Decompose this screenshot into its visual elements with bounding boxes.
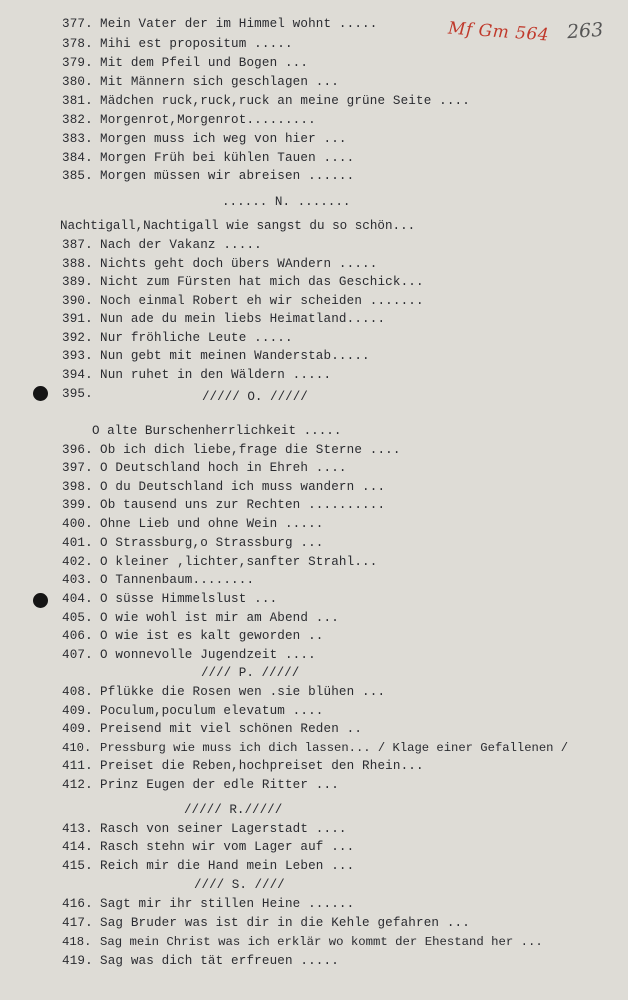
song-entry: 384. Morgen Früh bei kühlen Tauen .... xyxy=(62,151,355,165)
song-entry: 417. Sag Bruder was ist dir in die Kehle gefahren ... xyxy=(62,916,470,930)
song-entry: 415. Reich mir die Hand mein Leben ... xyxy=(62,859,355,873)
song-entry: 387. Nach der Vakanz ..... xyxy=(62,238,262,252)
song-entry: 405. O wie wohl ist mir am Abend ... xyxy=(62,611,339,625)
section-heading: //// P. ///// xyxy=(201,666,300,680)
song-entry: 419. Sag was dich tät erfreuen ..... xyxy=(62,954,339,968)
song-entry: 409. Poculum,poculum elevatum .... xyxy=(62,704,324,718)
song-entry: 394. Nun ruhet in den Wäldern ..... xyxy=(62,368,332,382)
punch-hole xyxy=(33,593,48,608)
song-entry: 414. Rasch stehn wir vom Lager auf ... xyxy=(62,840,355,854)
song-entry: 390. Noch einmal Robert eh wir scheiden ....... xyxy=(62,294,424,308)
song-entry: 398. O du Deutschland ich muss wandern ... xyxy=(62,480,386,494)
song-entry: 397. O Deutschland hoch in Ehreh .... xyxy=(62,461,347,475)
song-entry: 418. Sag mein Christ was ich erklär wo kommt der Ehestand her ... xyxy=(62,935,543,949)
song-entry: 391. Nun ade du mein liebs Heimatland..... xyxy=(62,312,386,326)
song-entry: 408. Pflükke die Rosen wen .sie blühen ... xyxy=(62,685,386,699)
song-entry: Nachtigall,Nachtigall wie sangst du so schön... xyxy=(60,219,416,233)
punch-hole xyxy=(33,386,48,401)
song-entry: 396. Ob ich dich liebe,frage die Sterne .... xyxy=(62,443,401,457)
song-entry: 380. Mit Männern sich geschlagen ... xyxy=(62,75,339,89)
section-heading: ///// O. ///// xyxy=(202,390,308,404)
song-entry: 379. Mit dem Pfeil und Bogen ... xyxy=(62,56,309,70)
song-entry: O alte Burschenherrlichkeit ..... xyxy=(92,424,342,438)
archive-stamp: Mf Gm 564 xyxy=(447,18,550,46)
song-entry: 407. O wonnevolle Jugendzeit .... xyxy=(62,648,316,662)
song-entry: 389. Nicht zum Fürsten hat mich das Geschick... xyxy=(62,275,424,289)
song-entry: 385. Morgen müssen wir abreisen ...... xyxy=(62,169,355,183)
section-heading: ///// R.///// xyxy=(184,803,283,817)
folio-number: 263 xyxy=(566,18,604,44)
song-entry: 377. Mein Vater der im Himmel wohnt ..... xyxy=(62,17,378,31)
section-heading: ...... N. ....... xyxy=(222,195,351,209)
song-entry: 392. Nur fröhliche Leute ..... xyxy=(62,331,293,345)
song-entry: 402. O kleiner ,lichter,sanfter Strahl... xyxy=(62,555,378,569)
song-entry: 382. Morgenrot,Morgenrot......... xyxy=(62,113,316,127)
song-entry: 383. Morgen muss ich weg von hier ... xyxy=(62,132,347,146)
section-heading: //// S. //// xyxy=(194,878,285,892)
song-entry: 378. Mihi est propositum ..... xyxy=(62,37,293,51)
song-entry: 411. Preiset die Reben,hochpreiset den Rhein... xyxy=(62,759,424,773)
song-entry: 406. O wie ist es kalt geworden .. xyxy=(62,629,324,643)
song-entry: 399. Ob tausend uns zur Rechten .......... xyxy=(62,498,386,512)
song-entry: 388. Nichts geht doch übers WAndern ..... xyxy=(62,257,378,271)
song-entry: 412. Prinz Eugen der edle Ritter ... xyxy=(62,778,339,792)
song-entry: 393. Nun gebt mit meinen Wanderstab..... xyxy=(62,349,370,363)
song-entry: 401. O Strassburg,o Strassburg ... xyxy=(62,536,324,550)
song-entry: 404. O süsse Himmelslust ... xyxy=(62,592,278,606)
song-entry: 416. Sagt mir ihr stillen Heine ...... xyxy=(62,897,355,911)
song-entry: 403. O Tannenbaum........ xyxy=(62,573,255,587)
song-entry: 400. Ohne Lieb und ohne Wein ..... xyxy=(62,517,324,531)
song-entry: 409. Preisend mit viel schönen Reden .. xyxy=(62,722,363,736)
song-entry: 381. Mädchen ruck,ruck,ruck an meine grüne Seite .... xyxy=(62,94,470,108)
song-entry: 410. Pressburg wie muss ich dich lassen... / Klage einer Gefallenen / xyxy=(62,741,569,755)
song-entry: 413. Rasch von seiner Lagerstadt .... xyxy=(62,822,347,836)
song-entry: 395. xyxy=(62,387,93,401)
